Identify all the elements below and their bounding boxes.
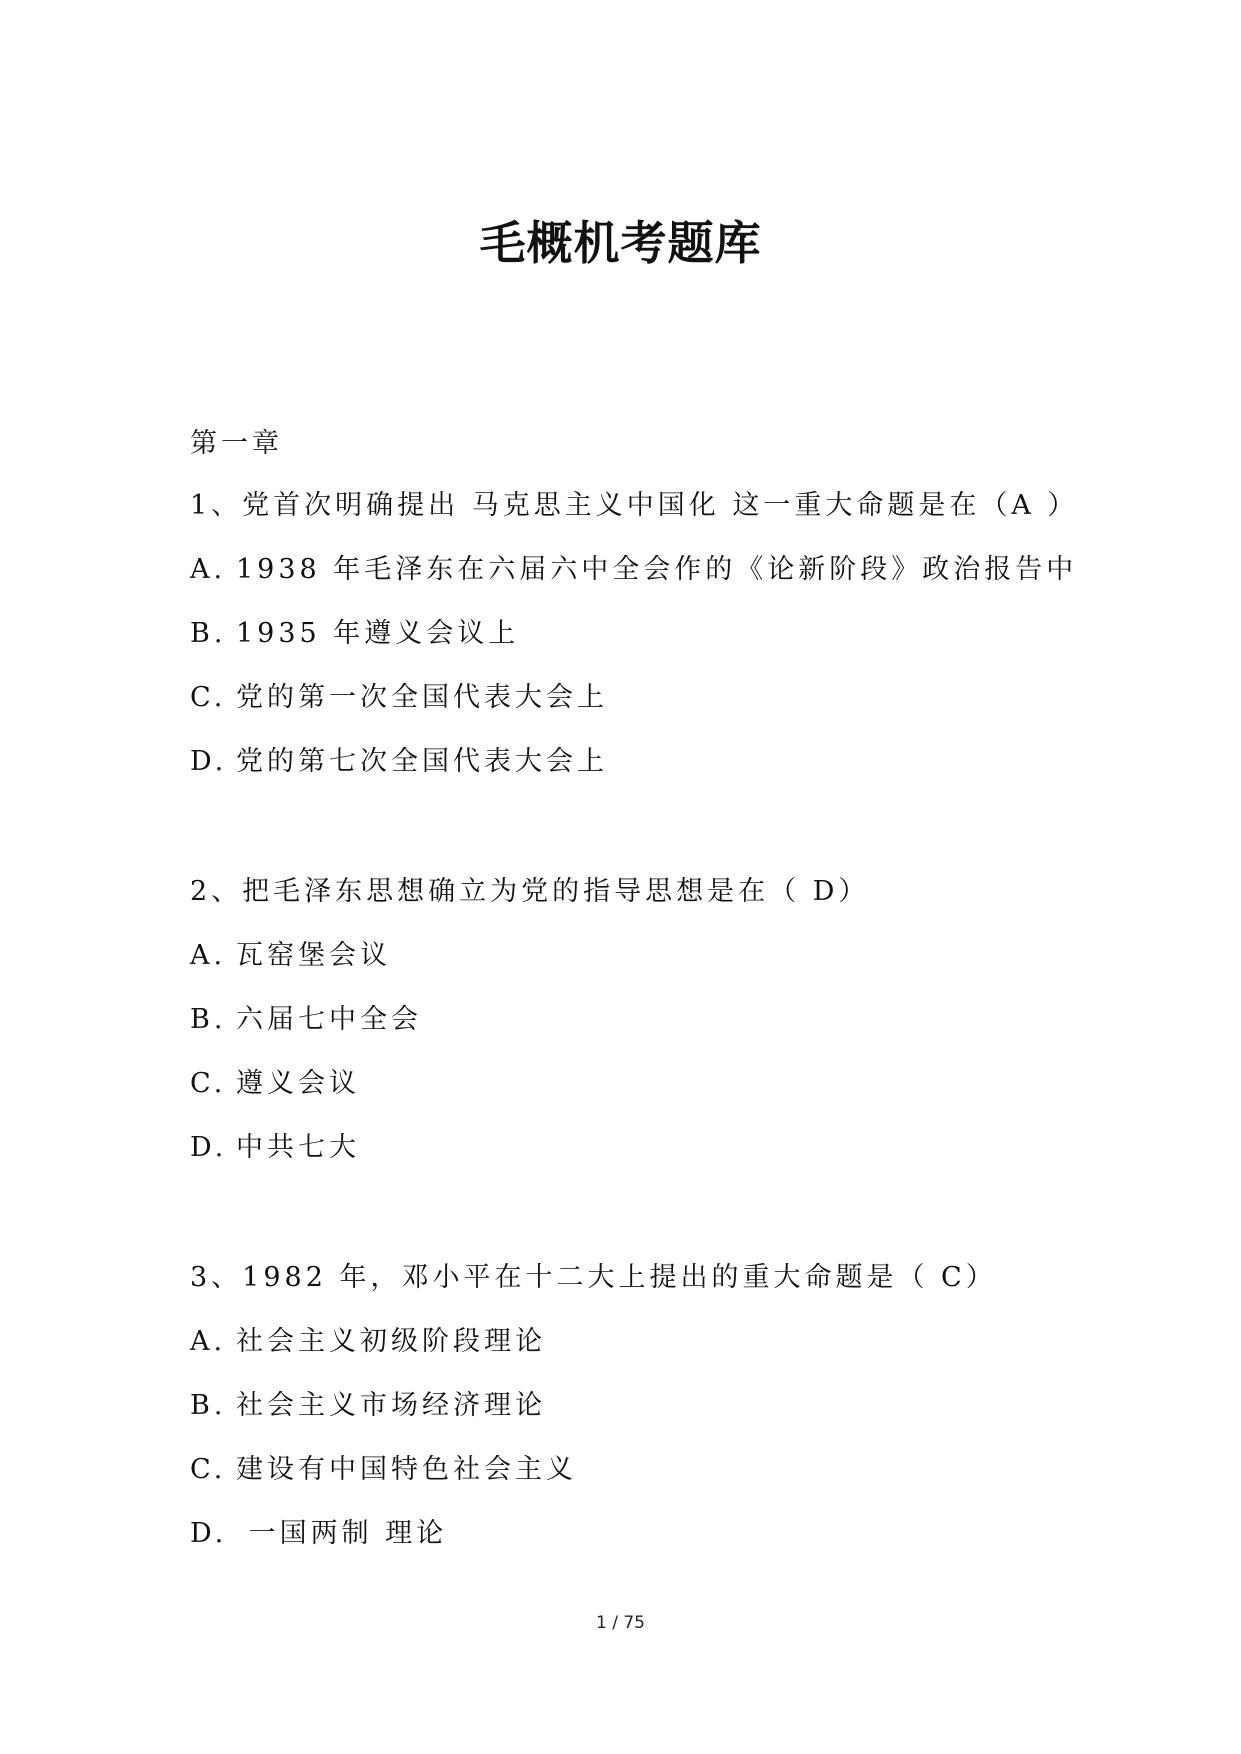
question-3-option-b	[190, 1392, 546, 1419]
option-text: 社会主义初级阶段理论	[236, 1326, 546, 1357]
question-1-option-a	[190, 556, 1077, 583]
question-2-option-a	[190, 942, 391, 969]
document-title: 毛概机考题库	[479, 216, 762, 270]
option-label: A.	[190, 1326, 227, 1357]
option-label: B.	[190, 1004, 227, 1035]
question-2-option-d	[190, 1134, 360, 1161]
option-text: 建设有中国特色社会主义	[236, 1454, 577, 1485]
option-text: 中共七大	[236, 1132, 360, 1163]
option-label: D.	[190, 746, 228, 777]
option-label: D.	[190, 1518, 228, 1549]
question-3-option-a	[190, 1328, 546, 1355]
question-1-option-c	[190, 684, 608, 711]
option-label: A.	[190, 940, 227, 971]
chapter-heading: 第一章	[190, 428, 283, 459]
option-text: 六届七中全会	[236, 1004, 422, 1035]
option-label: B.	[190, 618, 227, 649]
option-label: A.	[190, 554, 227, 585]
option-text: 遵义会议	[236, 1068, 360, 1099]
option-label: B.	[190, 1390, 227, 1421]
page-number: 1 / 75	[596, 1613, 645, 1633]
question-3-stem: 3、1982 年，邓小平在十二大上提出的重大命题是（ C）	[190, 1262, 997, 1293]
question-1-option-d	[190, 748, 608, 775]
option-text: 社会主义市场经济理论	[236, 1390, 546, 1421]
option-label: C.	[190, 682, 227, 713]
option-text: 1938 年毛泽东在六届六中全会作的《论新阶段》政治报告中	[236, 554, 1078, 585]
option-label: C.	[190, 1454, 227, 1485]
question-1-stem: 1、党首次明确提出 马克思主义中国化 这一重大命题是在（A ）	[190, 490, 1079, 521]
option-label: C.	[190, 1068, 227, 1099]
option-text: 党的第七次全国代表大会上	[236, 746, 608, 777]
option-text: 一国两制 理论	[236, 1518, 448, 1549]
question-2-stem: 2、把毛泽东思想确立为党的指导思想是在（ D）	[190, 876, 870, 907]
question-1-option-b	[190, 620, 519, 647]
option-text: 1935 年遵义会议上	[236, 618, 520, 649]
question-2-option-c	[190, 1070, 360, 1097]
option-label: D.	[190, 1132, 228, 1163]
question-2-option-b	[190, 1006, 422, 1033]
question-3-option-d	[190, 1520, 447, 1547]
option-text: 瓦窑堡会议	[236, 940, 391, 971]
option-text: 党的第一次全国代表大会上	[236, 682, 608, 713]
question-3-option-c	[190, 1456, 577, 1483]
